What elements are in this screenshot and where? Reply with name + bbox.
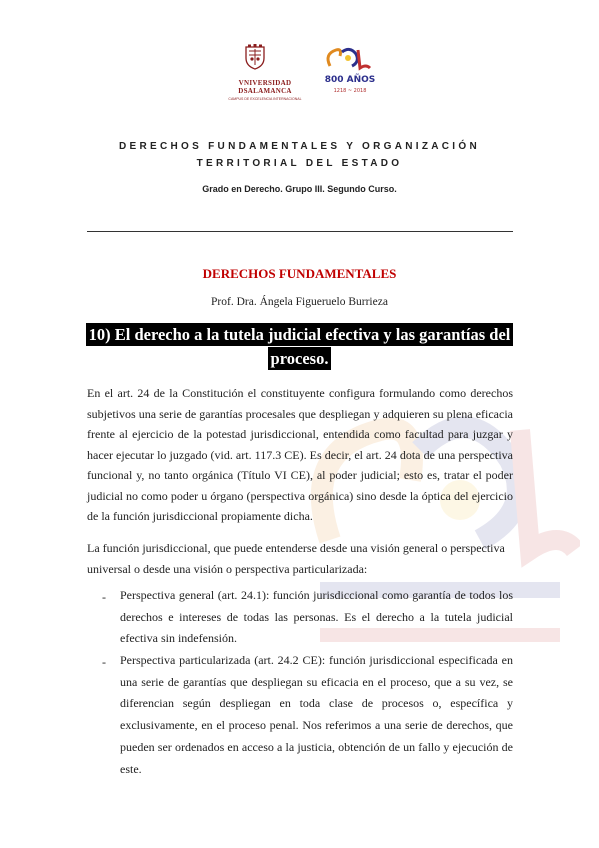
university-motto: CAMPUS DE EXCELENCIA INTERNACIONAL	[228, 97, 302, 101]
anniversary-logo	[320, 44, 380, 92]
course-title-line2: TERRITORIAL DEL ESTADO	[196, 158, 403, 169]
course-subtitle: Grado en Derecho. Grupo III. Segundo Curso.	[202, 184, 397, 194]
anniversary-emblem-icon	[320, 44, 380, 74]
bullet-marker-2: -	[102, 655, 106, 669]
section-title: DERECHOS FUNDAMENTALES	[202, 266, 397, 281]
topic-heading-line1	[0, 324, 599, 346]
bullet-marker-1: -	[102, 590, 106, 604]
author-line: Prof. Dra. Ángela Figueruelo Burrieza	[211, 296, 388, 308]
university-crest-icon	[244, 44, 266, 70]
anniversary-label: 800 AÑOS	[324, 75, 376, 85]
list-item-particular: Perspectiva particularizada (art. 24.2 CE): función jurisdiccional especificada en una serie de garantías que despliegan su eficacia en el proceso, que a su vez, se diferencian según despliegan en toda clase de procesos o, específica y exclusivamente, en el proceso penal. Nos referimos a una serie de derechos, que pueden ser ordenados en acceso a la justicia, obtención de un fallo y ejecución de este.	[120, 653, 513, 776]
anniversary-years: 1218 ~ 2018	[333, 88, 367, 94]
body-paragraph-1: En el art. 24 de la Constitución el constituyente configura formulando como derechos subjetivos una serie de garantías procesales que despliegan y adquieren su plena eficacia frente al ejercicio de la potestad jurisdiccional, entendida como facultad para juzgar y hacer ejecutar lo juzgado (vid. art. 117.3 CE). Es decir, el art. 24 dota de una perspectiva funcional y, no tanto orgánica (Título VI CE), al poder judicial; esto es, tratar el poder judicial no como poder u órgano (perspectiva orgánica) sino desde la óptica del ejercicio de la función jurisdiccional propiamente dicha.	[87, 386, 513, 523]
topic-heading-text2: proceso.	[268, 347, 332, 370]
body-paragraph-2: La función jurisdiccional, que puede entenderse desde una visión general o perspectiva universal o desde una visión o perspectiva particularizada:	[87, 541, 505, 576]
topic-heading-text1: 10) El derecho a la tutela judicial efectiva y las garantías del	[86, 323, 514, 346]
course-title	[0, 138, 599, 172]
header-logos	[200, 44, 400, 101]
university-name: VNIVERSIDAD DSALAMANCA	[238, 79, 292, 95]
topic-heading-line2	[0, 348, 599, 370]
list-item-general: Perspectiva general (art. 24.1): función jurisdiccional como garantía de todos los derechos e intereses de todas las personas. Es el derecho a la tutela judicial efectiva sin indefensión.	[120, 588, 513, 646]
course-title-line1: DERECHOS FUNDAMENTALES Y ORGANIZACIÓN	[118, 141, 480, 152]
header-divider	[87, 231, 513, 232]
university-logo	[220, 44, 302, 101]
